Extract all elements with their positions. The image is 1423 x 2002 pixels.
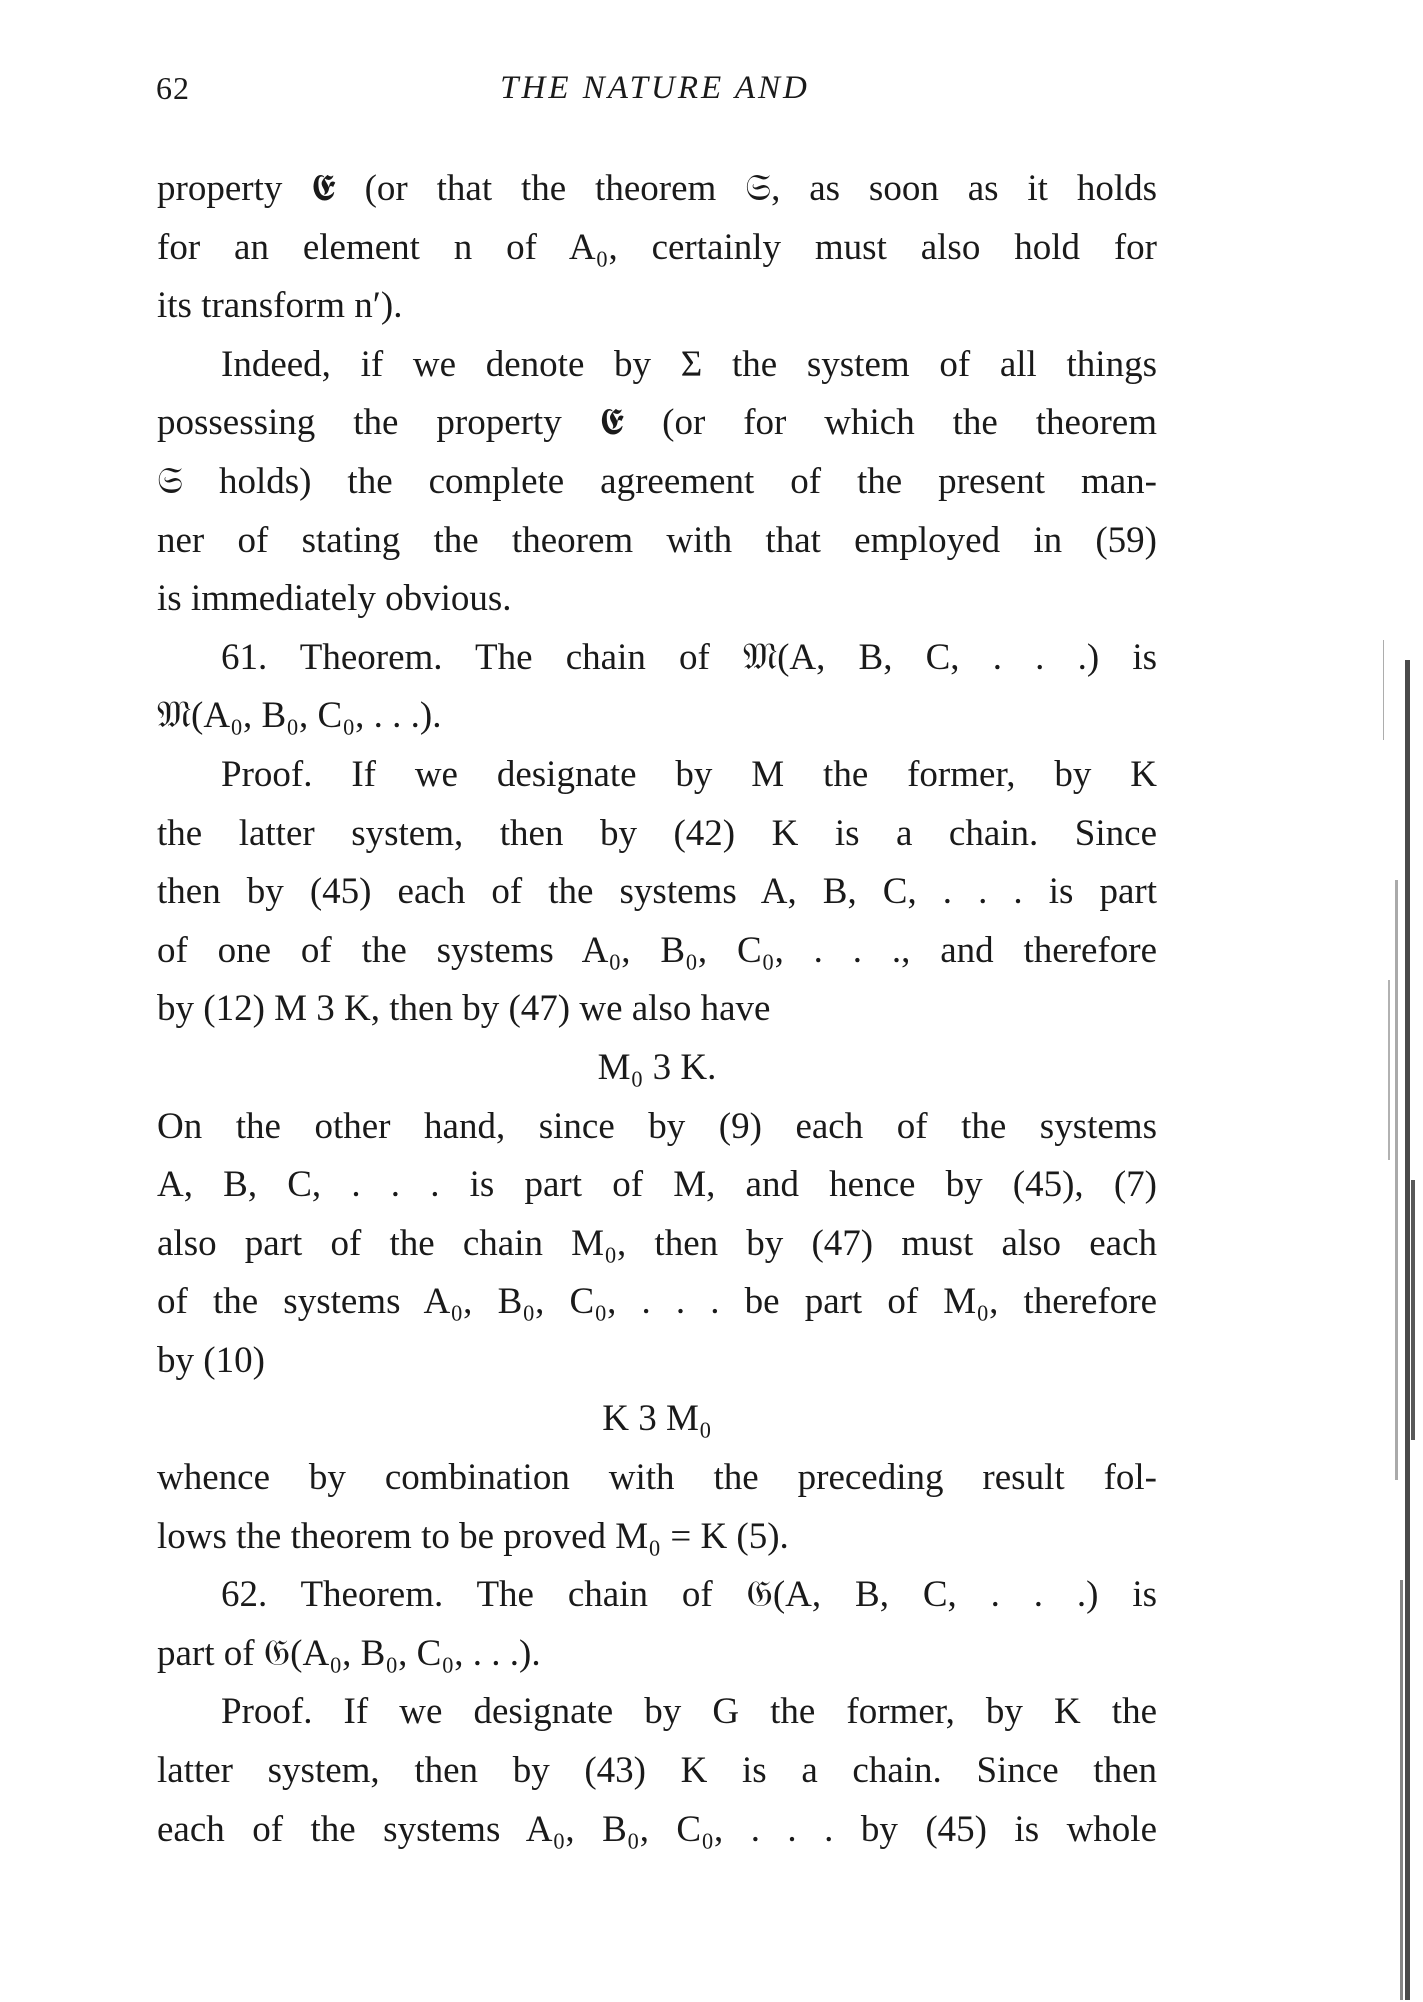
paragraph-start: Indeed, if we denote by Σ the system of all things: [221, 343, 1157, 385]
display-formula: M₀ 3 K.: [597, 1046, 717, 1088]
text-line: also part of the chain M₀, then by (47) must also each: [157, 1222, 1157, 1264]
text-line: its transform n′).: [157, 285, 403, 327]
text-line: for an element n of A₀, certainly must also hold for: [157, 226, 1157, 268]
text-line: possessing the property 𝕰 (or for which the theorem: [157, 402, 1157, 444]
running-title: THE NATURE AND: [500, 70, 810, 106]
theorem-62-heading: 62. Theorem. The chain of 𝔊(A, B, C, . . .) is: [221, 1574, 1157, 1616]
page-number: 62: [156, 70, 190, 106]
text-line: by (10): [157, 1339, 265, 1381]
text-line: of the systems A₀, B₀, C₀, . . . be part of M₀, therefore: [157, 1281, 1157, 1323]
text-line: whence by combination with the preceding result fol-: [157, 1457, 1157, 1499]
theorem-61-heading: 61. Theorem. The chain of 𝔐(A, B, C, . . .) is: [221, 636, 1157, 678]
text-line: then by (45) each of the systems A, B, C, . . . is part: [157, 871, 1157, 913]
page-header: [150, 70, 1160, 120]
text-line: 𝔖 holds) the complete agreement of the present man-: [157, 460, 1157, 502]
text-line: lows the theorem to be proved M₀ = K (5).: [157, 1515, 789, 1557]
text-line: part of 𝔊(A₀, B₀, C₀, . . .).: [157, 1632, 541, 1674]
text-line: by (12) M 3 K, then by (47) we also have: [157, 988, 771, 1030]
proof-62-start: Proof. If we designate by G the former, by K the: [221, 1691, 1157, 1733]
text-line: property 𝕰 (or that the theorem 𝔖, as soon as it holds: [157, 168, 1157, 209]
proof-61-start: Proof. If we designate by M the former, by K: [221, 753, 1157, 795]
text-line: each of the systems A₀, B₀, C₀, . . . by (45) is whole: [157, 1808, 1157, 1850]
text-line: is immediately obvious.: [157, 578, 512, 620]
text-line: On the other hand, since by (9) each of the systems: [157, 1105, 1157, 1147]
text-line: the latter system, then by (42) K is a chain. Since: [157, 812, 1157, 854]
display-formula: K 3 M₀: [602, 1398, 712, 1440]
text-line: latter system, then by (43) K is a chain. Since then: [157, 1750, 1157, 1792]
text-line: of one of the systems A₀, B₀, C₀, . . ., and therefore: [157, 929, 1157, 971]
text-line: A, B, C, . . . is part of M, and hence by (45), (7): [157, 1164, 1157, 1206]
text-line: 𝔐(A₀, B₀, C₀, . . .).: [157, 695, 442, 737]
scan-edge-artifact: [1353, 580, 1423, 2000]
body-text: [157, 160, 1157, 1859]
text-line: ner of stating the theorem with that employed in (59): [157, 519, 1157, 561]
